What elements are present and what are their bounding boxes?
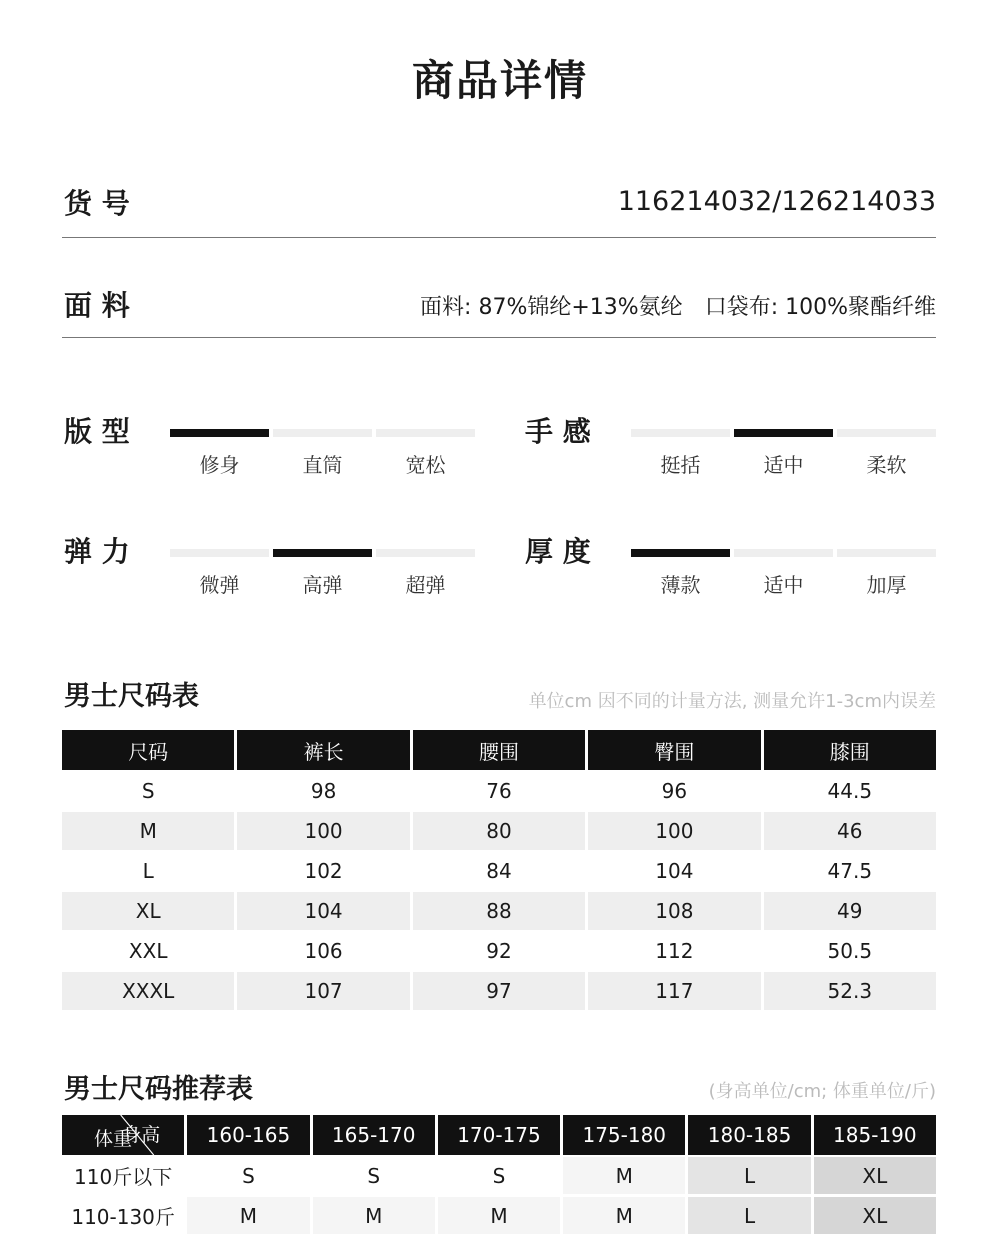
height-header-cell: 180-185 — [688, 1115, 810, 1155]
size-cell: XL — [814, 1197, 936, 1235]
scale-option-label: 宽松 — [405, 453, 446, 477]
height-header-cell: 165-170 — [313, 1115, 435, 1155]
fabric-pocket: 口袋布: 100%聚酯纤维 — [704, 295, 936, 320]
table-cell: 100 — [588, 812, 760, 850]
size-cell: M — [438, 1197, 560, 1235]
table-cell: XXL — [128, 939, 168, 963]
table-cell: 76 — [486, 779, 512, 803]
table-cell: 96 — [661, 779, 688, 803]
table-cell: 97 — [413, 972, 585, 1010]
corner-height-label: 身高 — [122, 1124, 161, 1146]
table-row — [62, 932, 936, 970]
size-cell: L — [688, 1157, 810, 1195]
size-cell: M — [187, 1197, 309, 1235]
scale-segment — [170, 549, 269, 557]
table-row — [62, 972, 936, 1010]
size-header-cell: 腰围 — [413, 730, 585, 770]
weight-cell: 110-130斤 — [62, 1197, 184, 1235]
table-cell: L — [142, 859, 154, 883]
scale-option-label: 薄款 — [660, 573, 701, 597]
attr-fit-label: 版 型 — [64, 415, 130, 448]
attr-fit-scale — [170, 429, 475, 487]
table-cell: 106 — [304, 939, 343, 963]
scale-segment — [376, 549, 475, 557]
scale-option-label: 微弹 — [199, 573, 240, 597]
scale-segment — [837, 549, 936, 557]
scale-segment — [734, 549, 833, 557]
size-cell: M — [563, 1157, 685, 1195]
size-header-cell: 尺码 — [62, 730, 234, 770]
recommend-chart-table — [59, 1113, 939, 1236]
size-cell: M — [563, 1197, 685, 1235]
scale-option-label: 适中 — [763, 573, 804, 597]
scale-segment-selected — [734, 429, 833, 437]
table-cell: 47.5 — [827, 859, 873, 883]
fabric-main: 面料: 87%锦纶+13%氨纶 — [420, 295, 683, 320]
recommend-header-row — [62, 1115, 936, 1155]
size-cell: S — [438, 1157, 560, 1195]
table-cell: 92 — [486, 939, 512, 963]
attr-feel-label: 手 感 — [525, 415, 591, 448]
table-cell: 108 — [588, 892, 760, 930]
page-title: 商品详情 — [411, 56, 588, 105]
size-cell: L — [688, 1197, 810, 1235]
table-row — [62, 812, 936, 850]
scale-option-label: 高弹 — [302, 573, 343, 597]
scale-option-label: 挺括 — [660, 453, 701, 477]
scale-option-label: 加厚 — [866, 573, 907, 597]
table-cell: M — [62, 812, 234, 850]
size-cell: S — [313, 1157, 435, 1195]
scale-segment — [273, 429, 372, 437]
table-cell: 50.5 — [827, 939, 873, 963]
table-cell: XL — [62, 892, 234, 930]
table-cell: 80 — [413, 812, 585, 850]
scale-segment — [837, 429, 936, 437]
table-row — [62, 1197, 936, 1235]
table-cell: 88 — [413, 892, 585, 930]
height-header-cell: 185-190 — [814, 1115, 936, 1155]
table-cell: 112 — [655, 939, 694, 963]
recommend-chart-title: 男士尺码推荐表 — [64, 1074, 253, 1105]
scale-option-label: 超弹 — [405, 573, 446, 597]
table-row — [62, 772, 936, 810]
table-cell: 84 — [486, 859, 512, 883]
table-cell: 44.5 — [827, 779, 873, 803]
attr-feel-scale — [631, 429, 936, 487]
weight-cell: 110斤以下 — [62, 1157, 184, 1195]
table-cell: 104 — [237, 892, 409, 930]
table-cell: 46 — [764, 812, 936, 850]
product-code-label: 货 号 — [64, 187, 130, 220]
size-chart-table — [59, 728, 939, 1012]
table-cell: 107 — [237, 972, 409, 1010]
fabric-row — [62, 238, 936, 338]
product-code-value: 116214032/126214033 — [617, 186, 936, 217]
corner-weight-label: 体重 — [94, 1128, 133, 1150]
scale-segment-selected — [273, 549, 372, 557]
size-chart-title: 男士尺码表 — [64, 681, 199, 712]
table-cell: 100 — [237, 812, 409, 850]
scale-segment — [631, 429, 730, 437]
table-cell: XXXL — [62, 972, 234, 1010]
size-header-cell: 膝围 — [764, 730, 936, 770]
attr-thickness-label: 厚 度 — [525, 535, 591, 568]
table-row — [62, 1157, 936, 1195]
scale-option-label: 直筒 — [302, 453, 343, 477]
table-cell: 102 — [304, 859, 343, 883]
scale-option-label: 适中 — [763, 453, 804, 477]
size-header-cell: 裤长 — [237, 730, 409, 770]
recommend-chart-note: (身高单位/cm; 体重单位/斤) — [708, 1081, 936, 1102]
scale-option-label: 柔软 — [866, 453, 907, 477]
size-header-cell: 臀围 — [588, 730, 760, 770]
attr-stretch-label: 弹 力 — [64, 535, 130, 568]
table-row — [62, 892, 936, 930]
size-cell: XL — [814, 1157, 936, 1195]
size-chart-header-row — [62, 730, 936, 770]
fabric-label: 面 料 — [64, 289, 130, 322]
height-header-cell: 170-175 — [438, 1115, 560, 1155]
table-cell: 117 — [588, 972, 760, 1010]
scale-segment-selected — [170, 429, 269, 437]
table-cell: 49 — [764, 892, 936, 930]
scale-segment — [376, 429, 475, 437]
height-header-cell: 175-180 — [563, 1115, 685, 1155]
scale-option-label: 修身 — [199, 453, 240, 477]
scale-segment-selected — [631, 549, 730, 557]
table-cell: 104 — [655, 859, 694, 883]
size-cell: M — [313, 1197, 435, 1235]
table-cell: S — [141, 779, 155, 803]
attr-stretch-scale — [170, 549, 475, 607]
height-header-cell: 160-165 — [187, 1115, 309, 1155]
size-chart-note: 单位cm 因不同的计量方法, 测量允许1-3cm内误差 — [528, 691, 936, 712]
fabric-value — [420, 290, 936, 321]
table-cell: 98 — [310, 779, 337, 803]
attr-thickness-scale — [631, 549, 936, 607]
product-code-row — [62, 138, 936, 238]
table-cell: 52.3 — [764, 972, 936, 1010]
table-row — [62, 852, 936, 890]
recommend-corner-cell — [62, 1115, 184, 1155]
size-cell: S — [187, 1157, 309, 1195]
